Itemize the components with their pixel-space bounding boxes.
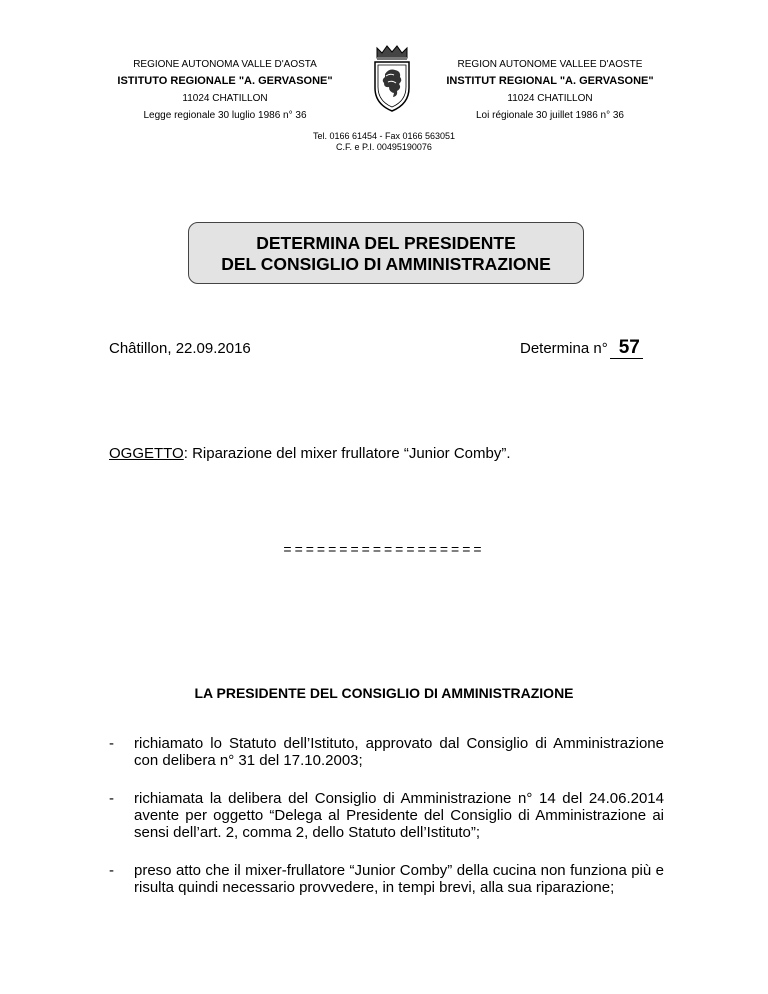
determina-number-label: Determina n° xyxy=(520,340,608,357)
header-right-region: REGION AUTONOME VALLEE D'AOSTE xyxy=(457,59,643,70)
header-left-block xyxy=(100,56,350,124)
list-item xyxy=(109,790,664,841)
header-left-city: 11024 CHATILLON xyxy=(182,93,268,104)
list-item-text: preso atto che il mixer-frullatore “Junior Comby” della cucina non funziona più e risulta quindi necessario provvedere, in tempi brevi, alla sua riparazione; xyxy=(134,862,664,896)
document-title-line1: DETERMINA DEL PRESIDENTE xyxy=(256,233,516,253)
list-item-dash: - xyxy=(109,735,114,752)
list-item-text: richiamata la delibera del Consiglio di Amministrazione n° 14 del 24.06.2014 avente per oggetto “Delega al Presidente del Consiglio di Amministrazione ai sensi dell’art. 2, comma 2, dello Statuto dell’Istituto”; xyxy=(134,790,664,841)
list-item-dash: - xyxy=(109,862,114,879)
list-item-text: richiamato lo Statuto dell’Istituto, approvato dal Consiglio di Amministrazione con delibera n° 31 del 17.10.2003; xyxy=(134,735,664,769)
determina-number: 57 xyxy=(610,338,643,359)
contact-phone-fax: Tel. 0166 61454 - Fax 0166 563051 xyxy=(312,131,456,141)
list-item-dash: - xyxy=(109,790,114,807)
header-left-law: Legge regionale 30 luglio 1986 n° 36 xyxy=(143,110,307,121)
place-date: Châtillon, 22.09.2016 xyxy=(109,340,251,357)
header-right-law: Loi régionale 30 juillet 1986 n° 36 xyxy=(476,110,624,121)
subject-line xyxy=(109,445,511,462)
list-item xyxy=(109,862,664,896)
determina-number-block xyxy=(520,338,643,359)
document-title-line2: DEL CONSIGLIO DI AMMINISTRAZIONE xyxy=(221,254,551,274)
header-right-institute: INSTITUT REGIONAL "A. GERVASONE" xyxy=(446,75,654,87)
header-left-institute: ISTITUTO REGIONALE "A. GERVASONE" xyxy=(117,75,333,87)
subject-text: : Riparazione del mixer frullatore “Junior Comby”. xyxy=(183,445,511,462)
subject-key: OGGETTO xyxy=(109,445,184,462)
separator-line: ================== xyxy=(283,541,485,557)
coat-of-arms-icon xyxy=(367,44,417,114)
contact-info xyxy=(0,131,768,153)
header-right-city: 11024 CHATILLON xyxy=(507,93,593,104)
section-heading: LA PRESIDENTE DEL CONSIGLIO DI AMMINISTRAZIONE xyxy=(194,685,574,701)
header-left-region: REGIONE AUTONOMA VALLE D'AOSTA xyxy=(133,59,317,70)
document-title-box xyxy=(188,222,584,284)
header-right-block xyxy=(420,56,680,124)
contact-tax-code: C.F. e P.I. 00495190076 xyxy=(336,142,432,152)
list-item xyxy=(109,735,664,769)
